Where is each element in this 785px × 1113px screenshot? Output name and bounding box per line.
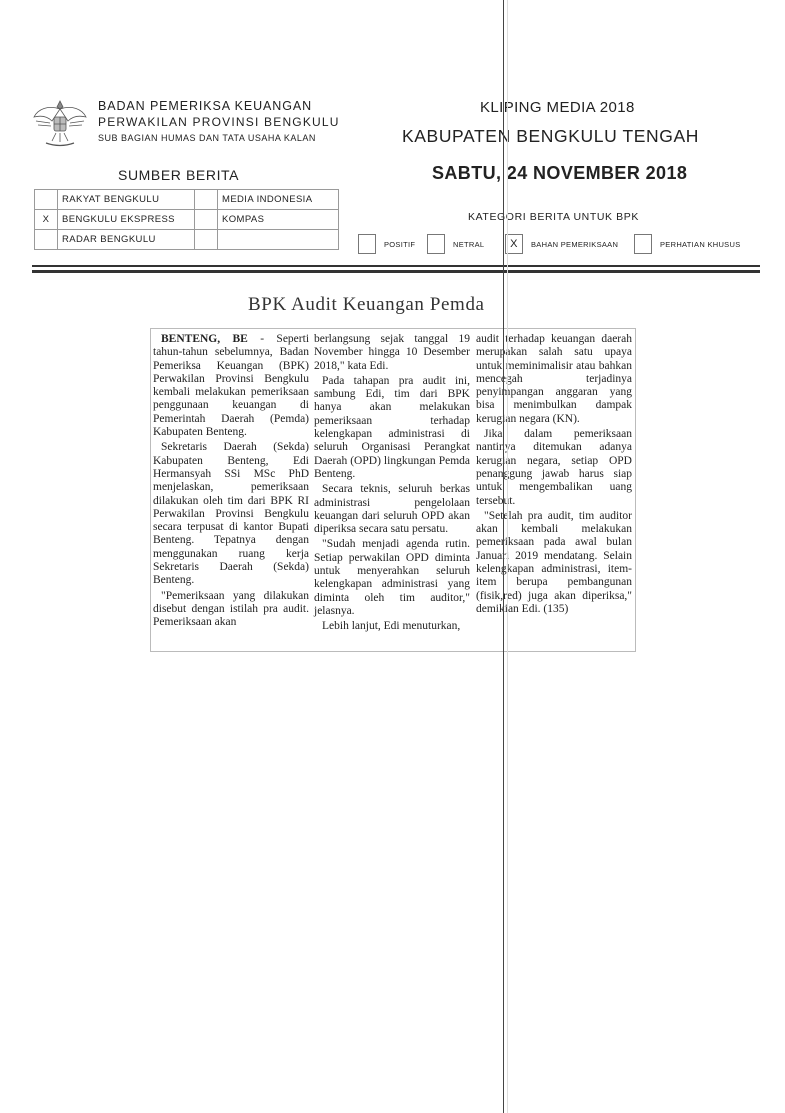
- source-mark: [35, 230, 58, 250]
- source-name: RADAR BENGKULU: [58, 230, 195, 250]
- paragraph: [314, 333, 470, 373]
- paragraph: [476, 510, 632, 616]
- table-row: [35, 190, 339, 210]
- table-row: [35, 230, 339, 250]
- institution-subdivision: SUB BAGIAN HUMAS DAN TATA USAHA KALAN: [98, 133, 316, 143]
- paragraph-text: berlangsung sejak tanggal 19 November hingga 10 Desember 2018," kata Edi.: [314, 333, 470, 372]
- paragraph: [314, 620, 470, 633]
- paragraph: [476, 333, 632, 426]
- kliping-title: KLIPING MEDIA 2018: [480, 99, 635, 116]
- category-label: POSITIF: [384, 239, 416, 249]
- scan-fold-line: [503, 0, 504, 1113]
- paragraph: [153, 333, 309, 439]
- source-mark: [195, 190, 218, 210]
- source-mark: [195, 210, 218, 230]
- paragraph: [314, 538, 470, 618]
- table-row: [35, 210, 339, 230]
- scan-fold-shadow: [507, 0, 508, 1113]
- institution-branch: PERWAKILAN PROVINSI BENGKULU: [98, 115, 340, 129]
- category-label: NETRAL: [453, 239, 485, 249]
- article-column-1: [153, 333, 309, 632]
- category-bahan-pemeriksaan: [505, 234, 618, 254]
- divider: [32, 265, 760, 267]
- paragraph: [153, 590, 309, 630]
- category-checkbox: [634, 234, 652, 254]
- sources-title: SUMBER BERITA: [118, 167, 240, 183]
- paragraph-text: audit terhadap keuangan daerah merupakan salah satu upaya untuk meminimalisir atau bahkan mencegah terjadinya penyimpangan anggaran yang bisa menimbulkan dampak kerugian negara (KN).: [476, 333, 632, 425]
- category-title: KATEGORI BERITA UNTUK BPK: [468, 211, 639, 223]
- paragraph-text: "Pemeriksaan yang dilakukan disebut dengan istilah pra audit. Pemeriksaan akan: [153, 589, 309, 629]
- paragraph: [153, 441, 309, 587]
- source-name: RAKYAT BENGKULU: [58, 190, 195, 210]
- article-headline: BPK Audit Keuangan Pemda: [248, 294, 485, 315]
- paragraph-text: Lebih lanjut, Edi menuturkan,: [322, 620, 461, 633]
- source-name: KOMPAS: [218, 210, 339, 230]
- source-mark: [35, 190, 58, 210]
- paragraph-text: - Seperti tahun-tahun sebelumnya, Badan Pemeriksa Keuangan (BPK) Perwakilan Provinsi Bengkulu kembali melakukan pemeriksaan penggunaan keuangan di Pemerintah Daerah (Pemda) Kabupaten Benteng.: [153, 333, 310, 439]
- category-checkbox: [358, 234, 376, 254]
- article-column-2: [314, 333, 470, 636]
- paragraph-text: Sekretaris Daerah (Sekda) Kabupaten Benteng, Edi Hermansyah SSi MSc PhD menjelaskan, pemeriksaan dilakukan oleh tim dari BPK RI Perwakilan Provinsi Bengkulu secara terpusat di kantor Bupati Benteng. Tepatnya dengan menggunakan ruang kerja Sekretaris Daerah (Sekda) Benteng.: [153, 441, 309, 587]
- paragraph-text: "Sudah menjadi agenda rutin. Setiap perwakilan OPD diminta untuk menyerahkan seluruh kelengkapan administrasi yang diminta oleh tim auditor," jelasnya.: [314, 538, 470, 617]
- paragraph-text: Jika dalam pemeriksaan nantinya ditemukan adanya kerugian negara, setiap OPD penanggung jawab harus siap untuk mengembalikan uang tersebut.: [476, 428, 632, 507]
- dateline: BENTENG, BE: [161, 333, 248, 345]
- institution-name: BADAN PEMERIKSA KEUANGAN: [98, 99, 313, 113]
- category-label: PERHATIAN KHUSUS: [660, 239, 741, 249]
- category-netral: [427, 234, 484, 254]
- publication-date: SABTU, 24 NOVEMBER 2018: [432, 163, 688, 183]
- category-perhatian-khusus: [634, 234, 741, 254]
- paragraph: [476, 428, 632, 508]
- source-name: [218, 230, 339, 250]
- bpk-garuda-logo: [30, 95, 90, 150]
- category-label: BAHAN PEMERIKSAAN: [531, 239, 619, 249]
- category-checkbox: [427, 234, 445, 254]
- category-positif: [358, 234, 415, 254]
- source-name: BENGKULU EKSPRESS: [58, 210, 195, 230]
- sources-table: [34, 189, 339, 250]
- source-name: MEDIA INDONESIA: [218, 190, 339, 210]
- paragraph-text: "Setelah pra audit, tim auditor akan kembali melakukan pemeriksaan pada awal bulan Januari 2019 mendatang. Selain kelengkapan administrasi, item-item berupa pembangunan (fisik,red) juga akan diperiksa," demikian Edi. (135): [476, 509, 632, 615]
- source-mark: X: [35, 210, 58, 230]
- paragraph-text: Secara teknis, seluruh berkas administrasi pengelolaan keuangan dari seluruh OPD akan diperiksa secara satu persatu.: [314, 483, 470, 536]
- source-mark: [195, 230, 218, 250]
- divider: [32, 270, 760, 273]
- article-column-3: [476, 333, 632, 618]
- region-title: KABUPATEN BENGKULU TENGAH: [402, 126, 700, 146]
- paragraph: [314, 375, 470, 481]
- paragraph: [314, 483, 470, 536]
- paragraph-text: Pada tahapan pra audit ini, sambung Edi, tim dari BPK hanya akan melakukan pemeriksaan terhadap kelengkapan administrasi di seluruh Organisasi Perangkat Daerah (OPD) lingkungan Pemda Benteng.: [314, 374, 470, 480]
- category-checkbox: X: [505, 234, 523, 254]
